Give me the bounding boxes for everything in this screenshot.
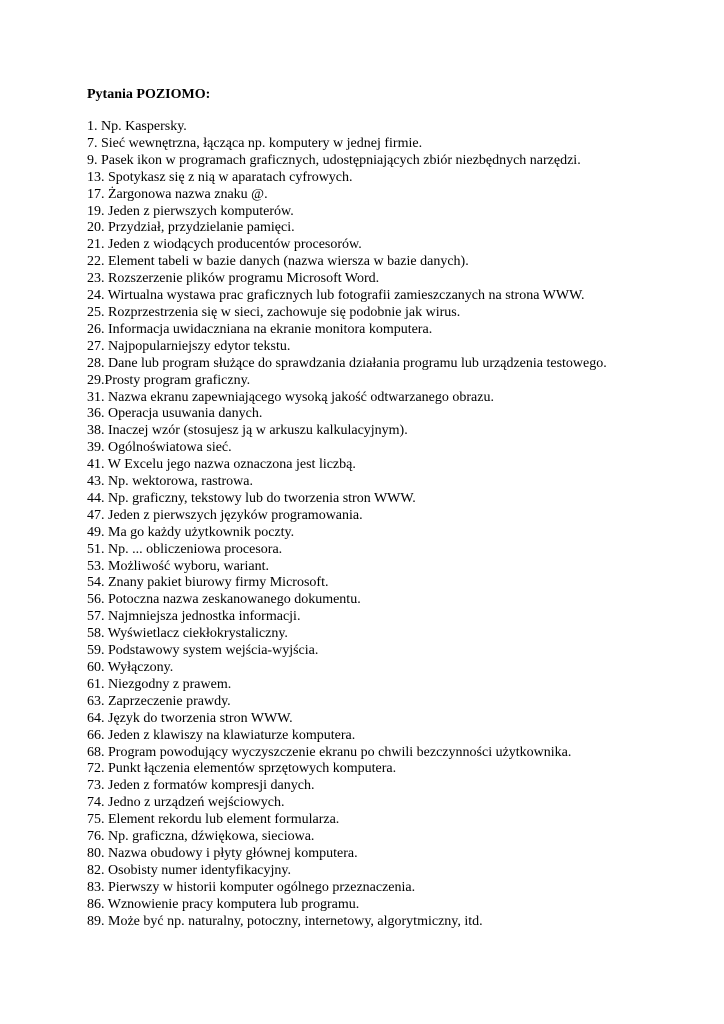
question-item: 51. Np. ... obliczeniowa procesora. [87, 541, 283, 557]
question-item: 83. Pierwszy w historii komputer ogólnego przeznaczenia. [87, 879, 416, 895]
question-item: 43. Np. wektorowa, rastrowa. [87, 474, 254, 490]
question-item: 72. Punkt łączenia elementów sprzętowych komputera. [87, 761, 397, 777]
question-item: 59. Podstawowy system wejścia-wyjścia. [87, 643, 319, 659]
question-item: 68. Program powodujący wyczyszczenie ekranu po chwili bezczynności użytkownika. [87, 744, 572, 760]
question-item: 56. Potoczna nazwa zeskanowanego dokumentu. [87, 592, 361, 608]
question-item: 63. Zaprzeczenie prawdy. [87, 693, 231, 709]
question-item: 89. Może być np. naturalny, potoczny, internetowy, algorytmiczny, itd. [87, 913, 483, 929]
question-item: 58. Wyświetlacz ciekłokrystaliczny. [87, 626, 288, 642]
question-item: 28. Dane lub program służące do sprawdzania działania programu lub urządzenia testowego. [87, 355, 607, 371]
question-item: 80. Nazwa obudowy i płyty głównej komputera. [87, 845, 358, 861]
question-item: 7. Sieć wewnętrzna, łącząca np. komputery w jednej firmie. [87, 135, 423, 151]
question-item: 86. Wznowienie pracy komputera lub programu. [87, 896, 360, 912]
question-item: 39. Ogólnoświatowa sieć. [87, 440, 232, 456]
question-item: 20. Przydział, przydzielanie pamięci. [87, 220, 295, 236]
question-item: 38. Inaczej wzór (stosujesz ją w arkuszu kalkulacyjnym). [87, 423, 408, 439]
question-item: 54. Znany pakiet biurowy firmy Microsoft. [87, 575, 329, 591]
question-item: 17. Żargonowa nazwa znaku @. [87, 186, 268, 202]
question-item: 49. Ma go każdy użytkownik poczty. [87, 524, 295, 540]
question-item: 47. Jeden z pierwszych języków programowania. [87, 507, 363, 523]
question-item: 53. Możliwość wyboru, wariant. [87, 558, 269, 574]
question-item: 66. Jeden z klawiszy na klawiaturze komputera. [87, 727, 356, 743]
question-item: 1. Np. Kaspersky. [87, 119, 187, 134]
question-item: 22. Element tabeli w bazie danych (nazwa wiersza w bazie danych). [87, 254, 469, 270]
question-item: 24. Wirtualna wystawa prac graficznych lub fotografii zamieszczanych na strona WWW. [87, 288, 585, 304]
question-item: 31. Nazwa ekranu zapewniającego wysoką jakość odtwarzanego obrazu. [87, 389, 494, 405]
question-item: 21. Jeden z wiodących producentów procesorów. [87, 237, 362, 253]
page-heading: Pytania POZIOMO: [87, 87, 211, 102]
question-item: 41. W Excelu jego nazwa oznaczona jest liczbą. [87, 457, 356, 473]
question-item: 13. Spotykasz się z nią w aparatach cyfrowych. [87, 169, 353, 185]
question-item: 75. Element rekordu lub element formularza. [87, 812, 340, 828]
question-item: 9. Pasek ikon w programach graficznych, udostępniających zbiór niezbędnych narzędzi. [87, 152, 581, 168]
question-item: 26. Informacja uwidaczniana na ekranie monitora komputera. [87, 321, 433, 337]
question-item: 76. Np. graficzna, dźwiękowa, sieciowa. [87, 829, 315, 845]
question-item: 73. Jeden z formatów kompresji danych. [87, 778, 315, 794]
question-item: 25. Rozprzestrzenia się w sieci, zachowuje się podobnie jak wirus. [87, 304, 461, 320]
question-item: 29.Prosty program graficzny. [87, 372, 251, 388]
question-item: 36. Operacja usuwania danych. [87, 406, 263, 422]
question-item: 44. Np. graficzny, tekstowy lub do tworzenia stron WWW. [87, 490, 416, 506]
question-list [87, 119, 687, 931]
question-item: 23. Rozszerzenie plików programu Microsoft Word. [87, 271, 380, 287]
question-item: 61. Niezgodny z prawem. [87, 676, 232, 692]
question-item: 19. Jeden z pierwszych komputerów. [87, 203, 294, 219]
document-content [87, 86, 687, 931]
question-item: 57. Najmniejsza jednostka informacji. [87, 609, 301, 625]
question-item: 60. Wyłączony. [87, 660, 174, 675]
question-item: 64. Język do tworzenia stron WWW. [87, 710, 293, 726]
question-item: 74. Jedno z urządzeń wejściowych. [87, 795, 285, 811]
question-item: 27. Najpopularniejszy edytor tekstu. [87, 338, 291, 354]
question-item: 82. Osobisty numer identyfikacyjny. [87, 862, 292, 878]
